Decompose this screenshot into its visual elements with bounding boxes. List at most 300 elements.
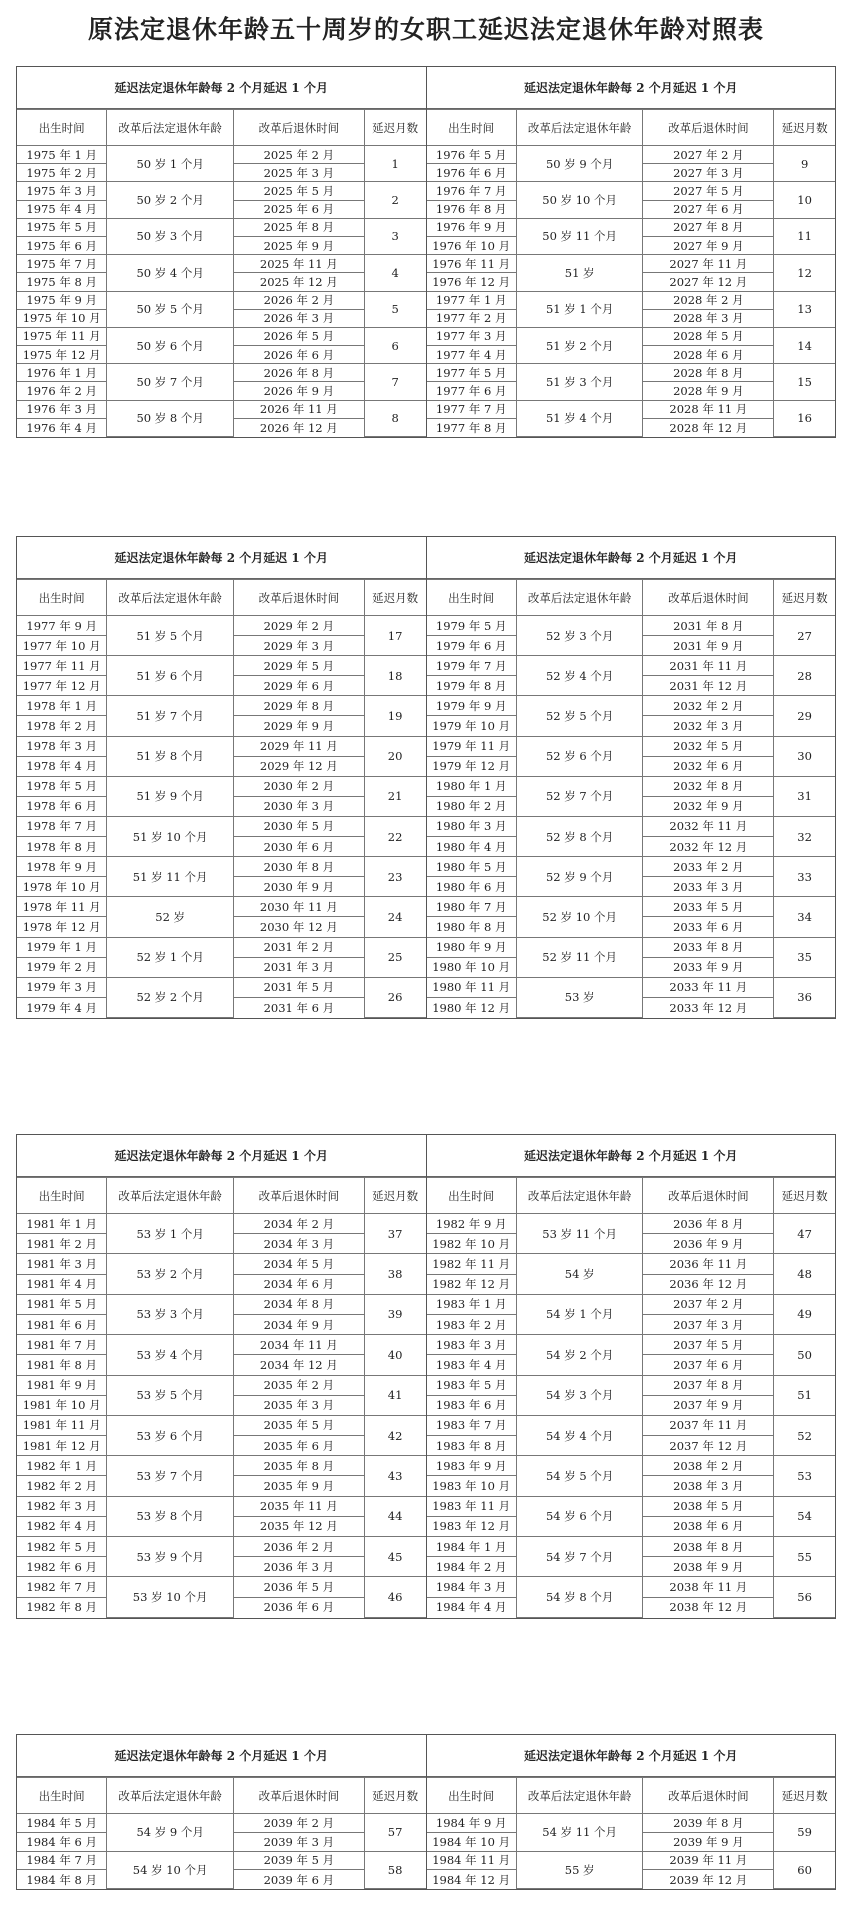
delay-months-cell: 55 (774, 1537, 835, 1577)
delay-months-cell: 48 (774, 1254, 835, 1294)
birth-date-cell: 1984 年 2 月 (427, 1557, 517, 1577)
birth-date-cell: 1980 年 7 月 (427, 897, 517, 917)
delay-months-cell: 50 (774, 1335, 835, 1375)
birth-date-cell: 1983 年 9 月 (427, 1456, 517, 1476)
retirement-time-cell: 2033 年 11 月 (643, 977, 774, 997)
birth-date-cell: 1977 年 8 月 (427, 418, 517, 436)
birth-date-cell: 1983 年 3 月 (427, 1335, 517, 1355)
table-row (427, 1375, 836, 1395)
delay-months-cell: 40 (364, 1335, 425, 1375)
column-header: 改革后法定退休年龄 (516, 1178, 643, 1214)
birth-date-cell: 1975 年 2 月 (17, 164, 107, 182)
birth-date-cell: 1978 年 3 月 (17, 736, 107, 756)
table-row (17, 1214, 426, 1234)
column-header-row (427, 1178, 836, 1214)
retirement-time-cell: 2029 年 8 月 (233, 696, 364, 716)
retirement-time-cell: 2031 年 3 月 (233, 957, 364, 977)
retirement-time-cell: 2038 年 12 月 (643, 1597, 774, 1617)
retirement-age-cell: 50 岁 7 个月 (107, 364, 234, 400)
retirement-age-cell: 50 岁 6 个月 (107, 327, 234, 363)
birth-date-cell: 1978 年 2 月 (17, 716, 107, 736)
retirement-age-cell: 50 岁 9 个月 (516, 146, 643, 182)
birth-date-cell: 1984 年 12 月 (427, 1870, 517, 1889)
table-row (427, 736, 836, 756)
birth-date-cell: 1980 年 3 月 (427, 816, 517, 836)
section-header: 延迟法定退休年龄每 2 个月延迟 1 个月 (17, 1135, 426, 1177)
retirement-age-cell: 52 岁 2 个月 (107, 977, 234, 1017)
section-header: 延迟法定退休年龄每 2 个月延迟 1 个月 (427, 1735, 836, 1777)
section-header: 延迟法定退休年龄每 2 个月延迟 1 个月 (427, 1135, 836, 1177)
retirement-time-cell: 2039 年 11 月 (643, 1851, 774, 1870)
column-header-row (427, 1778, 836, 1814)
retirement-age-cell: 55 岁 (516, 1851, 643, 1889)
retirement-age-cell: 52 岁 (107, 897, 234, 937)
delay-months-cell: 21 (364, 776, 425, 816)
delay-months-cell: 14 (774, 327, 835, 363)
delay-months-cell: 3 (364, 218, 425, 254)
birth-date-cell: 1983 年 5 月 (427, 1375, 517, 1395)
birth-date-cell: 1975 年 12 月 (17, 346, 107, 364)
retirement-time-cell: 2033 年 2 月 (643, 857, 774, 877)
column-header: 延迟月数 (364, 1178, 425, 1214)
table-row (427, 656, 836, 676)
retirement-time-cell: 2037 年 12 月 (643, 1436, 774, 1456)
column-header: 改革后法定退休年龄 (107, 1178, 234, 1214)
table-row (17, 182, 426, 200)
table-row (17, 897, 426, 917)
birth-date-cell: 1981 年 5 月 (17, 1294, 107, 1314)
retirement-time-cell: 2032 年 12 月 (643, 837, 774, 857)
table-row (427, 218, 836, 236)
delay-months-cell: 58 (364, 1851, 425, 1889)
retirement-time-cell: 2025 年 3 月 (233, 164, 364, 182)
birth-date-cell: 1984 年 4 月 (427, 1597, 517, 1617)
delay-months-cell: 51 (774, 1375, 835, 1415)
birth-date-cell: 1981 年 11 月 (17, 1415, 107, 1435)
delay-months-cell: 15 (774, 364, 835, 400)
birth-date-cell: 1979 年 5 月 (427, 616, 517, 636)
retirement-time-cell: 2030 年 9 月 (233, 877, 364, 897)
column-header-row (427, 580, 836, 616)
retirement-time-cell: 2027 年 12 月 (643, 273, 774, 291)
table-row (17, 776, 426, 796)
column-header: 出生时间 (427, 580, 517, 616)
table-block (16, 1134, 836, 1619)
birth-date-cell: 1981 年 9 月 (17, 1375, 107, 1395)
retirement-time-cell: 2034 年 2 月 (233, 1214, 364, 1234)
delay-months-cell: 43 (364, 1456, 425, 1496)
birth-date-cell: 1980 年 10 月 (427, 957, 517, 977)
delay-months-cell: 29 (774, 696, 835, 736)
retirement-age-cell: 52 岁 7 个月 (516, 776, 643, 816)
birth-date-cell: 1984 年 6 月 (17, 1832, 107, 1851)
table-row (17, 616, 426, 636)
page-title: 原法定退休年龄五十周岁的女职工延迟法定退休年龄对照表 (87, 15, 764, 44)
column-header: 改革后法定退休年龄 (516, 110, 643, 146)
birth-date-cell: 1978 年 11 月 (17, 897, 107, 917)
birth-date-cell: 1982 年 2 月 (17, 1476, 107, 1496)
retirement-time-cell: 2038 年 3 月 (643, 1476, 774, 1496)
retirement-time-cell: 2025 年 12 月 (233, 273, 364, 291)
birth-date-cell: 1983 年 1 月 (427, 1294, 517, 1314)
retirement-time-cell: 2030 年 6 月 (233, 837, 364, 857)
table-row (427, 1294, 836, 1314)
table-row (17, 1254, 426, 1274)
retirement-time-cell: 2036 年 5 月 (233, 1577, 364, 1597)
birth-date-cell: 1979 年 1 月 (17, 937, 107, 957)
birth-date-cell: 1979 年 3 月 (17, 977, 107, 997)
retirement-time-cell: 2037 年 5 月 (643, 1335, 774, 1355)
retirement-time-cell: 2029 年 11 月 (233, 736, 364, 756)
retirement-time-cell: 2035 年 3 月 (233, 1395, 364, 1415)
retirement-time-cell: 2039 年 6 月 (233, 1870, 364, 1889)
retirement-time-cell: 2025 年 2 月 (233, 146, 364, 164)
retirement-age-cell: 51 岁 7 个月 (107, 696, 234, 736)
table-row (427, 327, 836, 345)
table-row (17, 1335, 426, 1355)
column-header: 延迟月数 (774, 580, 835, 616)
birth-date-cell: 1982 年 3 月 (17, 1496, 107, 1516)
delay-months-cell: 41 (364, 1375, 425, 1415)
birth-date-cell: 1978 年 1 月 (17, 696, 107, 716)
birth-date-cell: 1980 年 11 月 (427, 977, 517, 997)
table-row (427, 364, 836, 382)
delay-months-cell: 54 (774, 1496, 835, 1536)
birth-date-cell: 1979 年 2 月 (17, 957, 107, 977)
retirement-age-cell: 53 岁 6 个月 (107, 1415, 234, 1455)
birth-date-cell: 1976 年 4 月 (17, 418, 107, 436)
birth-date-cell: 1982 年 6 月 (17, 1557, 107, 1577)
section-header: 延迟法定退休年龄每 2 个月延迟 1 个月 (17, 537, 426, 579)
retirement-table (427, 109, 836, 437)
table-row (427, 1537, 836, 1557)
table-row (17, 1294, 426, 1314)
retirement-time-cell: 2030 年 8 月 (233, 857, 364, 877)
retirement-time-cell: 2033 年 8 月 (643, 937, 774, 957)
retirement-age-cell: 51 岁 6 个月 (107, 656, 234, 696)
birth-date-cell: 1976 年 11 月 (427, 255, 517, 273)
column-header: 延迟月数 (364, 580, 425, 616)
retirement-age-cell: 54 岁 (516, 1254, 643, 1294)
retirement-time-cell: 2028 年 2 月 (643, 291, 774, 309)
retirement-age-cell: 51 岁 4 个月 (516, 400, 643, 436)
delay-months-cell: 44 (364, 1496, 425, 1536)
column-header: 改革后退休时间 (643, 1178, 774, 1214)
birth-date-cell: 1977 年 11 月 (17, 656, 107, 676)
column-header: 延迟月数 (774, 1778, 835, 1814)
delay-months-cell: 46 (364, 1577, 425, 1617)
retirement-time-cell: 2033 年 6 月 (643, 917, 774, 937)
retirement-time-cell: 2036 年 12 月 (643, 1274, 774, 1294)
table-row (17, 218, 426, 236)
delay-months-cell: 26 (364, 977, 425, 1017)
delay-months-cell: 19 (364, 696, 425, 736)
birth-date-cell: 1976 年 9 月 (427, 218, 517, 236)
retirement-time-cell: 2035 年 5 月 (233, 1415, 364, 1435)
delay-months-cell: 6 (364, 327, 425, 363)
retirement-age-cell: 52 岁 11 个月 (516, 937, 643, 977)
retirement-time-cell: 2025 年 11 月 (233, 255, 364, 273)
table-row (17, 1577, 426, 1597)
retirement-age-cell: 52 岁 10 个月 (516, 897, 643, 937)
delay-months-cell: 57 (364, 1814, 425, 1852)
retirement-time-cell: 2034 年 9 月 (233, 1314, 364, 1334)
retirement-time-cell: 2038 年 2 月 (643, 1456, 774, 1476)
birth-date-cell: 1975 年 6 月 (17, 236, 107, 254)
birth-date-cell: 1979 年 9 月 (427, 696, 517, 716)
retirement-time-cell: 2036 年 6 月 (233, 1597, 364, 1617)
retirement-time-cell: 2039 年 5 月 (233, 1851, 364, 1870)
table-row (17, 1851, 426, 1870)
birth-date-cell: 1981 年 3 月 (17, 1254, 107, 1274)
retirement-time-cell: 2037 年 9 月 (643, 1395, 774, 1415)
retirement-time-cell: 2031 年 11 月 (643, 656, 774, 676)
retirement-age-cell: 51 岁 (516, 255, 643, 291)
retirement-age-cell: 52 岁 8 个月 (516, 816, 643, 856)
table-row (17, 400, 426, 418)
birth-date-cell: 1982 年 5 月 (17, 1537, 107, 1557)
birth-date-cell: 1980 年 12 月 (427, 997, 517, 1017)
section-header: 延迟法定退休年龄每 2 个月延迟 1 个月 (427, 67, 836, 109)
column-header: 延迟月数 (774, 1178, 835, 1214)
delay-months-cell: 31 (774, 776, 835, 816)
birth-date-cell: 1975 年 4 月 (17, 200, 107, 218)
delay-months-cell: 34 (774, 897, 835, 937)
retirement-age-cell: 52 岁 4 个月 (516, 656, 643, 696)
birth-date-cell: 1982 年 4 月 (17, 1516, 107, 1536)
birth-date-cell: 1976 年 8 月 (427, 200, 517, 218)
birth-date-cell: 1975 年 1 月 (17, 146, 107, 164)
retirement-time-cell: 2031 年 12 月 (643, 676, 774, 696)
section-header: 延迟法定退休年龄每 2 个月延迟 1 个月 (17, 67, 426, 109)
column-header: 改革后法定退休年龄 (107, 110, 234, 146)
delay-months-cell: 16 (774, 400, 835, 436)
retirement-age-cell: 53 岁 1 个月 (107, 1214, 234, 1254)
retirement-time-cell: 2036 年 2 月 (233, 1537, 364, 1557)
retirement-age-cell: 54 岁 5 个月 (516, 1456, 643, 1496)
birth-date-cell: 1982 年 9 月 (427, 1214, 517, 1234)
birth-date-cell: 1980 年 4 月 (427, 837, 517, 857)
retirement-time-cell: 2036 年 9 月 (643, 1234, 774, 1254)
birth-date-cell: 1977 年 10 月 (17, 636, 107, 656)
birth-date-cell: 1984 年 5 月 (17, 1814, 107, 1833)
retirement-time-cell: 2034 年 6 月 (233, 1274, 364, 1294)
table-row (427, 696, 836, 716)
retirement-time-cell: 2039 年 12 月 (643, 1870, 774, 1889)
retirement-table (17, 1177, 426, 1618)
retirement-time-cell: 2037 年 8 月 (643, 1375, 774, 1395)
table-row (17, 1375, 426, 1395)
table-half (17, 67, 426, 437)
retirement-time-cell: 2025 年 9 月 (233, 236, 364, 254)
table-row (17, 364, 426, 382)
birth-date-cell: 1976 年 10 月 (427, 236, 517, 254)
table-half (17, 1135, 426, 1618)
birth-date-cell: 1978 年 5 月 (17, 776, 107, 796)
retirement-time-cell: 2028 年 5 月 (643, 327, 774, 345)
retirement-time-cell: 2028 年 9 月 (643, 382, 774, 400)
retirement-age-cell: 54 岁 2 个月 (516, 1335, 643, 1375)
column-header: 出生时间 (427, 110, 517, 146)
retirement-age-cell: 52 岁 9 个月 (516, 857, 643, 897)
retirement-time-cell: 2039 年 3 月 (233, 1832, 364, 1851)
birth-date-cell: 1983 年 6 月 (427, 1395, 517, 1415)
birth-date-cell: 1977 年 9 月 (17, 616, 107, 636)
table-row (17, 937, 426, 957)
retirement-time-cell: 2032 年 3 月 (643, 716, 774, 736)
table-block (16, 1734, 836, 1890)
retirement-time-cell: 2034 年 5 月 (233, 1254, 364, 1274)
delay-months-cell: 20 (364, 736, 425, 776)
retirement-age-cell: 53 岁 8 个月 (107, 1496, 234, 1536)
retirement-age-cell: 51 岁 1 个月 (516, 291, 643, 327)
delay-months-cell: 10 (774, 182, 835, 218)
delay-months-cell: 24 (364, 897, 425, 937)
birth-date-cell: 1976 年 6 月 (427, 164, 517, 182)
birth-date-cell: 1984 年 1 月 (427, 1537, 517, 1557)
retirement-time-cell: 2033 年 5 月 (643, 897, 774, 917)
table-row (17, 736, 426, 756)
birth-date-cell: 1975 年 11 月 (17, 327, 107, 345)
retirement-time-cell: 2031 年 6 月 (233, 997, 364, 1017)
column-header: 改革后退休时间 (643, 110, 774, 146)
retirement-time-cell: 2035 年 11 月 (233, 1496, 364, 1516)
birth-date-cell: 1978 年 6 月 (17, 796, 107, 816)
column-header-row (17, 1178, 426, 1214)
retirement-age-cell: 50 岁 3 个月 (107, 218, 234, 254)
retirement-table (427, 1177, 836, 1618)
column-header-row (427, 110, 836, 146)
column-header-row (17, 1778, 426, 1814)
column-header: 出生时间 (17, 1778, 107, 1814)
column-header: 出生时间 (427, 1178, 517, 1214)
birth-date-cell: 1978 年 9 月 (17, 857, 107, 877)
column-header: 改革后法定退休年龄 (516, 580, 643, 616)
retirement-time-cell: 2025 年 6 月 (233, 200, 364, 218)
retirement-time-cell: 2028 年 8 月 (643, 364, 774, 382)
retirement-time-cell: 2031 年 9 月 (643, 636, 774, 656)
birth-date-cell: 1976 年 7 月 (427, 182, 517, 200)
retirement-time-cell: 2025 年 8 月 (233, 218, 364, 236)
retirement-age-cell: 51 岁 10 个月 (107, 816, 234, 856)
birth-date-cell: 1977 年 12 月 (17, 676, 107, 696)
delay-months-cell: 36 (774, 977, 835, 1017)
retirement-time-cell: 2028 年 3 月 (643, 309, 774, 327)
retirement-time-cell: 2030 年 11 月 (233, 897, 364, 917)
column-header: 出生时间 (17, 580, 107, 616)
table-row (427, 616, 836, 636)
column-header: 改革后退休时间 (643, 1778, 774, 1814)
retirement-time-cell: 2033 年 3 月 (643, 877, 774, 897)
retirement-age-cell: 53 岁 3 个月 (107, 1294, 234, 1334)
retirement-age-cell: 52 岁 3 个月 (516, 616, 643, 656)
delay-months-cell: 42 (364, 1415, 425, 1455)
retirement-time-cell: 2038 年 9 月 (643, 1557, 774, 1577)
birth-date-cell: 1977 年 3 月 (427, 327, 517, 345)
birth-date-cell: 1979 年 4 月 (17, 997, 107, 1017)
retirement-time-cell: 2032 年 8 月 (643, 776, 774, 796)
column-header: 出生时间 (17, 110, 107, 146)
birth-date-cell: 1983 年 8 月 (427, 1436, 517, 1456)
retirement-time-cell: 2029 年 2 月 (233, 616, 364, 636)
table-block (16, 536, 836, 1019)
retirement-time-cell: 2029 年 6 月 (233, 676, 364, 696)
column-header-row (17, 580, 426, 616)
birth-date-cell: 1979 年 8 月 (427, 676, 517, 696)
birth-date-cell: 1978 年 8 月 (17, 837, 107, 857)
retirement-time-cell: 2034 年 11 月 (233, 1335, 364, 1355)
retirement-time-cell: 2026 年 9 月 (233, 382, 364, 400)
retirement-age-cell: 50 岁 8 个月 (107, 400, 234, 436)
delay-months-cell: 11 (774, 218, 835, 254)
retirement-time-cell: 2039 年 9 月 (643, 1832, 774, 1851)
birth-date-cell: 1977 年 4 月 (427, 346, 517, 364)
retirement-time-cell: 2039 年 2 月 (233, 1814, 364, 1833)
birth-date-cell: 1981 年 7 月 (17, 1335, 107, 1355)
delay-months-cell: 56 (774, 1577, 835, 1617)
birth-date-cell: 1976 年 12 月 (427, 273, 517, 291)
column-header: 改革后法定退休年龄 (107, 1778, 234, 1814)
retirement-age-cell: 50 岁 5 个月 (107, 291, 234, 327)
birth-date-cell: 1975 年 9 月 (17, 291, 107, 309)
retirement-age-cell: 54 岁 10 个月 (107, 1851, 234, 1889)
retirement-time-cell: 2035 年 9 月 (233, 1476, 364, 1496)
retirement-age-cell: 54 岁 3 个月 (516, 1375, 643, 1415)
delay-months-cell: 37 (364, 1214, 425, 1254)
retirement-age-cell: 53 岁 5 个月 (107, 1375, 234, 1415)
retirement-age-cell: 50 岁 1 个月 (107, 146, 234, 182)
retirement-time-cell: 2036 年 8 月 (643, 1214, 774, 1234)
delay-months-cell: 8 (364, 400, 425, 436)
retirement-age-cell: 54 岁 4 个月 (516, 1415, 643, 1455)
birth-date-cell: 1981 年 2 月 (17, 1234, 107, 1254)
birth-date-cell: 1983 年 7 月 (427, 1415, 517, 1435)
retirement-table (17, 109, 426, 437)
retirement-time-cell: 2027 年 2 月 (643, 146, 774, 164)
delay-months-cell: 9 (774, 146, 835, 182)
delay-months-cell: 7 (364, 364, 425, 400)
delay-months-cell: 1 (364, 146, 425, 182)
retirement-time-cell: 2029 年 3 月 (233, 636, 364, 656)
table-row (427, 1577, 836, 1597)
birth-date-cell: 1979 年 12 月 (427, 756, 517, 776)
delay-months-cell: 28 (774, 656, 835, 696)
delay-months-cell: 39 (364, 1294, 425, 1334)
retirement-time-cell: 2029 年 12 月 (233, 756, 364, 776)
retirement-age-cell: 51 岁 5 个月 (107, 616, 234, 656)
table-row (17, 327, 426, 345)
birth-date-cell: 1976 年 5 月 (427, 146, 517, 164)
retirement-age-cell: 53 岁 4 个月 (107, 1335, 234, 1375)
retirement-age-cell: 53 岁 2 个月 (107, 1254, 234, 1294)
retirement-time-cell: 2033 年 9 月 (643, 957, 774, 977)
delay-months-cell: 33 (774, 857, 835, 897)
table-row (427, 1254, 836, 1274)
retirement-time-cell: 2032 年 11 月 (643, 816, 774, 836)
retirement-time-cell: 2027 年 11 月 (643, 255, 774, 273)
table-half (17, 537, 426, 1018)
retirement-table (17, 579, 426, 1018)
retirement-time-cell: 2038 年 6 月 (643, 1516, 774, 1536)
birth-date-cell: 1975 年 10 月 (17, 309, 107, 327)
retirement-time-cell: 2031 年 8 月 (643, 616, 774, 636)
retirement-time-cell: 2032 年 9 月 (643, 796, 774, 816)
table-row (17, 857, 426, 877)
retirement-age-cell: 51 岁 2 个月 (516, 327, 643, 363)
table-row (427, 291, 836, 309)
delay-months-cell: 25 (364, 937, 425, 977)
birth-date-cell: 1976 年 2 月 (17, 382, 107, 400)
